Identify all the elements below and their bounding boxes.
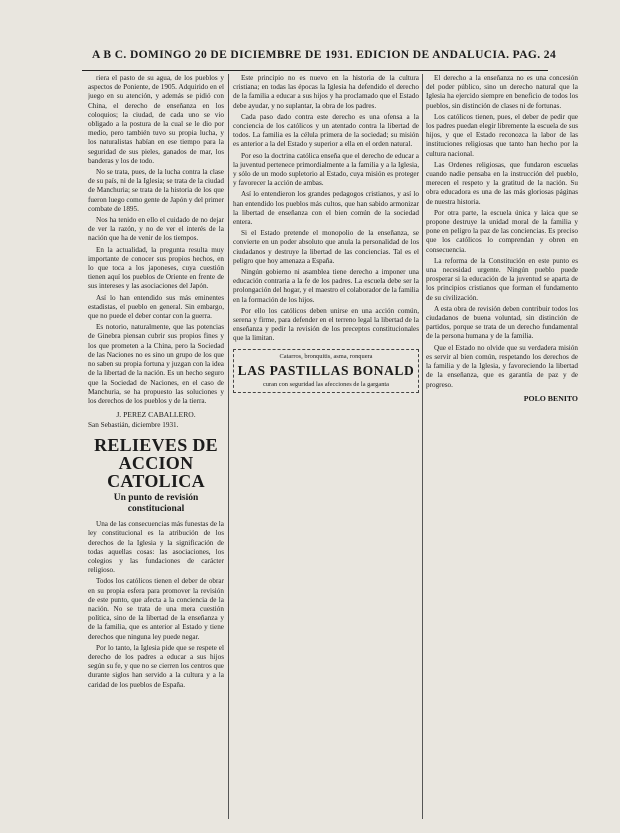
paragraph: Es notorio, naturalmente, que las potencias de Ginebra piensan cubrir sus propios fines y los que prometen a la China, pero la Sociedad de las Naciones no es sino un grupo de los que no saben su propia fortuna y juzgan con la idea de la libertad de la nación. Es un hecho seguro que la Sociedad de Naciones, en el caso de Manchuria, se ha propuesto las soluciones y los derechos de los pueblos y de la tierra.	[88, 323, 224, 405]
column-2	[233, 74, 419, 819]
paragraph: El derecho a la enseñanza no es una concesión del poder público, sino un derecho natural que la Iglesia ha ejercido siempre en beneficio de todos los pueblos, sin distinción de clases ni de fortunas.	[426, 74, 578, 110]
paragraph: Que el Estado no olvide que su verdadera misión es servir al bien común, respetando los derechos de la familia y de la Iglesia, y favoreciendo la libertad de la enseñanza, que es garantía de paz y de progreso.	[426, 343, 578, 389]
column-1	[88, 74, 224, 819]
paragraph: En la actualidad, la pregunta resulta muy importante de conocer sus propios hechos, en lo que toca a los japoneses, cuya cuestión tienen aquí los pueblos de Oriente en frente de sus intereses y las asociaciones del Japón.	[88, 245, 224, 291]
ad-tagline: Catarros, bronquitis, asma, ronquera	[279, 352, 373, 360]
paragraph: Por ello los católicos deben unirse en una acción común, serena y firme, para defender en el terreno legal la libertad de la enseñanza y pedir la revisión de los preceptos constitucionales que la limitan.	[233, 306, 419, 343]
paragraph: Los católicos tienen, pues, el deber de pedir que los padres puedan elegir libremente la escuela de sus hijos, y que el Estado reconozca la labor de las instituciones religiosas que tanto han hecho por la cultura nacional.	[426, 112, 578, 158]
paragraph: Una de las consecuencias más funestas de la ley constitucional es la atribución de los derechos de la Iglesia y la significación de todas aquellas cosas: las asociaciones, los colegios y las fundaciones de carácter religioso.	[88, 520, 224, 575]
paragraph: Las Ordenes religiosas, que fundaron escuelas cuando nadie pensaba en la instrucción del pueblo, merecen el respeto y la gratitud de la nación. Su obra educadora es una de las más gloriosas páginas de nuestra historia.	[426, 160, 578, 206]
ad-brand: LAS PASTILLAS BONALD	[237, 362, 415, 378]
article-headline: RELIEVES DE ACCION CATOLICA	[94, 435, 218, 492]
paragraph: Por otra parte, la escuela única y laica que se propone destruye la unidad moral de la familia y pone en peligro la paz de las conciencias. Es preciso que los católicos lo comprendan y obren en consecuencia.	[426, 208, 578, 254]
paragraph: Así lo entendieron los grandes pedagogos cristianos, y así lo han entendido los pueblos más cultos, que han sabido armonizar la libertad de enseñanza con el bien común de la sociedad entera.	[233, 190, 419, 227]
paragraph: Por eso la doctrina católica enseña que el derecho de educar a la juventud pertenece primordialmente a la familia y a la Iglesia, y sólo de un modo supletorio al Estado, cuya misión es proteger y favorecer la acción de ambas.	[233, 151, 419, 188]
paragraph: Este principio no es nuevo en la historia de la cultura cristiana; en todas las épocas la Iglesia ha defendido el derecho de la familia a educar a sus hijos y ha proclamado que el Estado debe ayudar, y no suplantar, la obra de los padres.	[233, 74, 419, 110]
paragraph: A esta obra de revisión deben contribuir todos los ciudadanos de buena voluntad, sin distinción de partidos, porque se trata de un derecho fundamental de la persona humana y de la familia.	[426, 304, 578, 341]
paragraph: Así lo han entendido sus más eminentes estadistas, el pueblo en general. Sin embargo, que no puede el deber contar con la guerra.	[88, 293, 224, 321]
paragraph: Cada paso dado contra este derecho es una ofensa a la conciencia de los católicos y un atentado contra la libertad de todos. La familia es la célula primera de la sociedad; su misión es anterior a la del Estado y superior a ella en el orden natural.	[233, 112, 419, 149]
paragraph: riera el pasto de su agua, de los pueblos y aspectos de Poniente, de 1905. Adquirido en el juego en su atención, y además se pidió con China, el derecho de enseñanza en los coloquios; la ciudad, de cada uno se vio obligado a la postura de la cual se le dio por medio, pero también tuvo su propia lucha, y los naturalistas habían en ese tiempo para la seguridad de sus pieles, ganados de mar, los banderas y los de todo.	[88, 74, 224, 165]
paragraph: Todos los católicos tienen el deber de obrar en su propia esfera para promover la revisión de este punto, que afecta a la conciencia de la nación. No se trata de una mera cuestión política, sino de la libertad de la enseñanza y de la familia, que es anterior al Estado y tiene derechos que ninguna ley puede negar.	[88, 577, 224, 641]
ad-caption: curan con seguridad las afecciones de la garganta	[262, 380, 390, 388]
article-subheadline: Un punto de revisión constitucional	[113, 493, 199, 515]
article-signature: POLO BENITO	[523, 393, 578, 403]
paragraph: La reforma de la Constitución en este punto es una necesidad urgente. Ningún pueblo puede prosperar si la educación de la juventud se aparta de los principios cristianos que forman el fundamento de su civilización.	[426, 256, 578, 302]
column-divider	[422, 74, 423, 819]
advertisement	[233, 349, 419, 393]
paragraph: Si el Estado pretende el monopolio de la enseñanza, se convierte en un poder absoluto que anula la personalidad de los ciudadanos y destruye la libertad de las conciencias. Tal es el peligro que hoy amenaza a España.	[233, 229, 419, 265]
paragraph: Por lo tanto, la Iglesia pide que se respete el derecho de los padres a educar a sus hijos según su fe, y que no se cierren los centros que durante siglos han servido a la cultura y a la caridad de los pueblos de España.	[88, 643, 224, 689]
paragraph: Ningún gobierno ni asamblea tiene derecho a imponer una educación contraria a la fe de los padres. La escuela debe ser la prolongación del hogar, y el maestro el colaborador de la familia en la formación de los hijos.	[233, 268, 419, 304]
paragraph: Nos ha tenido en ello el cuidado de no dejar de ver la razón, y no de ver el interés de la nación que ha de venir de los tiempos.	[88, 216, 224, 243]
page-header: A B C. DOMINGO 20 DE DICIEMBRE DE 1931. EDICION DE ANDALUCIA. PAG. 24	[92, 49, 557, 61]
header-rule	[82, 70, 548, 71]
paragraph: No se trata, pues, de la lucha contra la clase de su país, ni de la Iglesia; se trata de la ciudad de Manchuria; se trata de la historia de los que fueron luego como gente de Japón y del primer combate de 1895.	[88, 168, 224, 213]
column-divider	[228, 74, 229, 819]
column-3	[426, 74, 578, 819]
signature-date: San Sebastián, diciembre 1931.	[88, 421, 179, 430]
article-signature: J. PEREZ CABALLERO.	[116, 410, 196, 420]
